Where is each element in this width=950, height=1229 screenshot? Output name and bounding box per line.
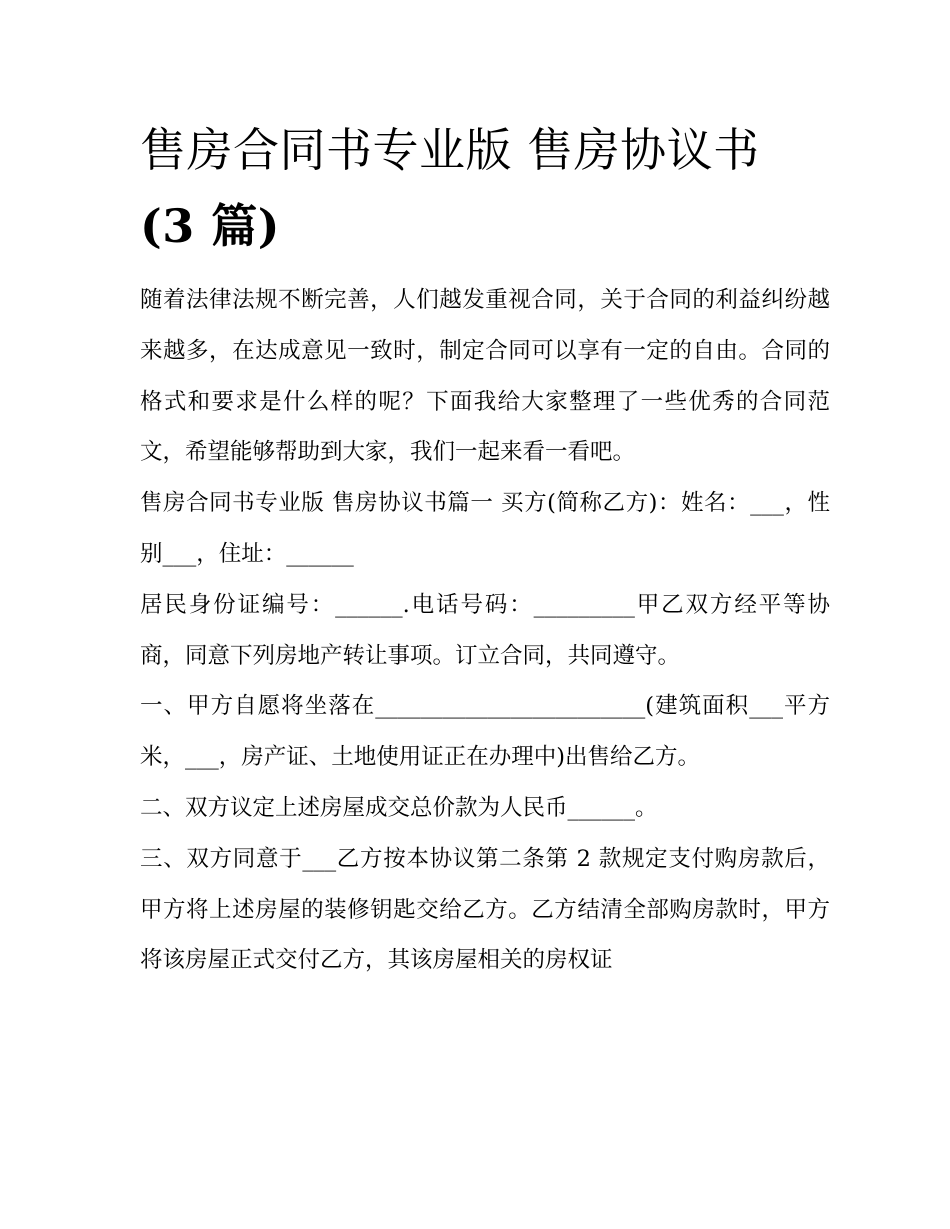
paragraph-buyer-info: 售房合同书专业版 售房协议书篇一 买方(简称乙方)：姓名：___，性别___，住址：______ — [140, 490, 830, 567]
paragraph-clause-1: 一、甲方自愿将坐落在________________________(建筑面积___平方米，___，房产证、土地使用证正在办理中)出售给乙方。 — [140, 693, 830, 771]
document-title — [140, 112, 830, 264]
title-line-2: (3 篇) — [140, 199, 281, 253]
title-line-1: 售房合同书专业版 售房协议书 — [140, 123, 760, 177]
paragraph-clause-2: 二、双方议定上述房屋成交总价款为人民币______。 — [140, 794, 658, 821]
document-body — [140, 275, 830, 986]
paragraph-clause-3: 三、双方同意于___乙方按本协议第二条第 2 款规定支付购房款后，甲方将上述房屋的装修钥匙交给乙方。乙方结清全部购房款时，甲方将该房屋正式交付乙方，其该房屋相关的房权证 — [140, 845, 830, 974]
paragraph-id-phone: 居民身份证编号：______.电话号码：_________甲乙双方经平等协商，同意下列房地产转让事项。订立合同，共同遵守。 — [140, 591, 830, 669]
paragraph-intro: 随着法律法规不断完善，人们越发重视合同，关于合同的利益纠纷越来越多，在达成意见一致时，制定合同可以享有一定的自由。合同的格式和要求是什么样的呢？下面我给大家整理了一些优秀的合同范文，希望能够帮助到大家，我们一起来看一看吧。 — [140, 287, 830, 466]
